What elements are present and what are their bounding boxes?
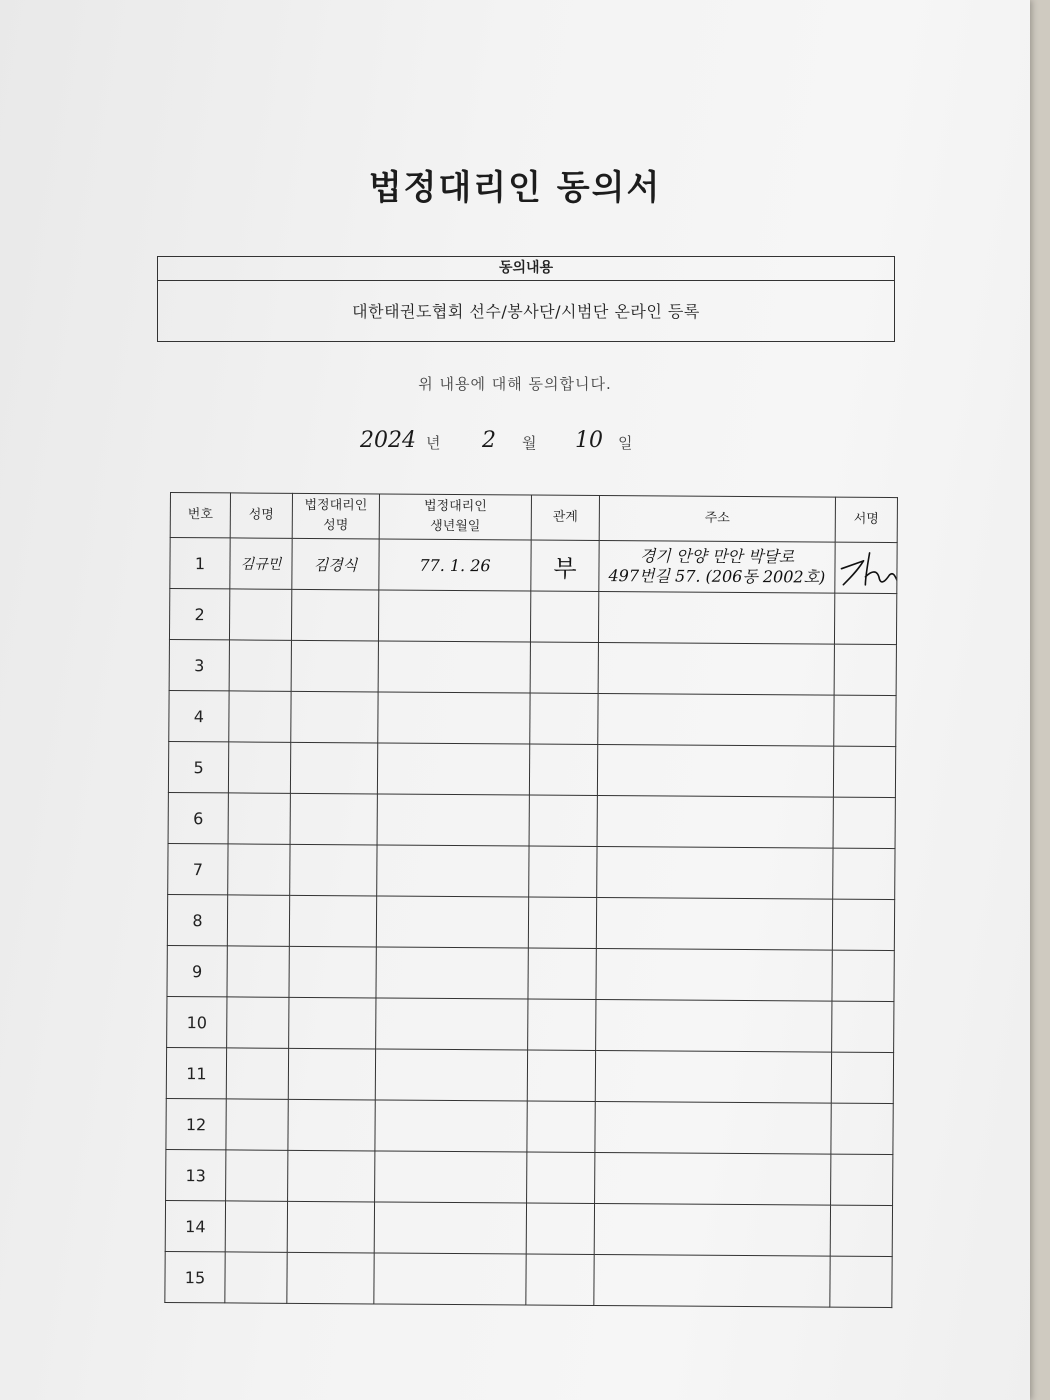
table-row: [166, 1098, 893, 1154]
header-address: 주소: [599, 495, 835, 542]
table-row: [168, 741, 895, 797]
row-guardian-name: 김경식: [292, 538, 379, 590]
row-no: 12: [166, 1098, 226, 1149]
row-no: 6: [168, 792, 228, 843]
row-name: 김규민: [230, 538, 292, 589]
row-no: 1: [170, 538, 230, 589]
row-no: 2: [169, 589, 229, 640]
date-day: 10: [575, 428, 603, 453]
row-no: 3: [169, 639, 229, 690]
row-no: 14: [165, 1200, 225, 1251]
header-guardian-birth-line2: 생년월일: [430, 518, 481, 535]
table-row: [166, 1047, 893, 1103]
consent-header: 동의내용: [158, 257, 894, 281]
row-no: 4: [169, 690, 229, 741]
date-year: 2024: [360, 428, 416, 453]
header-guardian-name: [292, 493, 379, 539]
date-month-unit: 월: [522, 434, 537, 452]
row-guardian-birth: 77. 1. 26: [379, 539, 531, 591]
row-no: 5: [168, 741, 228, 792]
row-no: 8: [167, 894, 227, 945]
header-guardian-name-line2: 성명: [323, 518, 349, 534]
table-row: [165, 1200, 892, 1256]
row-signature: [835, 542, 897, 593]
row-no: 9: [167, 945, 227, 996]
row-address-line1: 경기 안양 만안 박달로: [639, 546, 795, 567]
date-month: 2: [482, 428, 496, 453]
document-title: 법정대리인 동의서: [368, 168, 662, 208]
row-no: 15: [165, 1251, 225, 1302]
header-guardian-birth-line1: 법정대리인: [423, 498, 487, 515]
registration-table: [164, 492, 898, 1308]
table-row: [167, 996, 894, 1052]
table-header-row: [170, 493, 897, 543]
row-no: 11: [166, 1047, 226, 1098]
header-relation: 관계: [531, 495, 599, 540]
date-year-unit: 년: [426, 434, 441, 452]
table-row: [166, 1149, 893, 1205]
table-row: [167, 945, 894, 1001]
table-row: [165, 1251, 892, 1307]
agree-statement: 위 내용에 대해 동의합니다.: [418, 375, 612, 393]
row-no: 7: [168, 843, 228, 894]
table-row: [169, 690, 896, 746]
consent-box: [157, 256, 895, 342]
row-address: [599, 540, 835, 593]
consent-body: 대한태권도협회 선수/봉사단/시범단 온라인 등록: [352, 302, 700, 321]
table-row: [169, 589, 896, 645]
table-row: [168, 792, 895, 848]
date-line: [360, 426, 680, 460]
header-guardian-name-line1: 법정대리인: [304, 497, 368, 514]
header-signature: 서명: [835, 497, 897, 542]
row-no: 10: [167, 996, 227, 1047]
date-day-unit: 일: [618, 434, 633, 452]
row-no: 13: [166, 1149, 226, 1200]
header-guardian-birth: [379, 494, 531, 540]
table-row: [170, 538, 897, 594]
table-row: [168, 843, 895, 899]
header-no: 번호: [170, 493, 230, 538]
header-name: 성명: [230, 493, 292, 538]
row-address-line2: 497번길 57. (206동 2002호): [608, 566, 826, 587]
table-row: [169, 639, 896, 695]
table-row: [167, 894, 894, 950]
handwritten-signature: [835, 547, 897, 590]
row-relation: 부: [531, 540, 599, 591]
